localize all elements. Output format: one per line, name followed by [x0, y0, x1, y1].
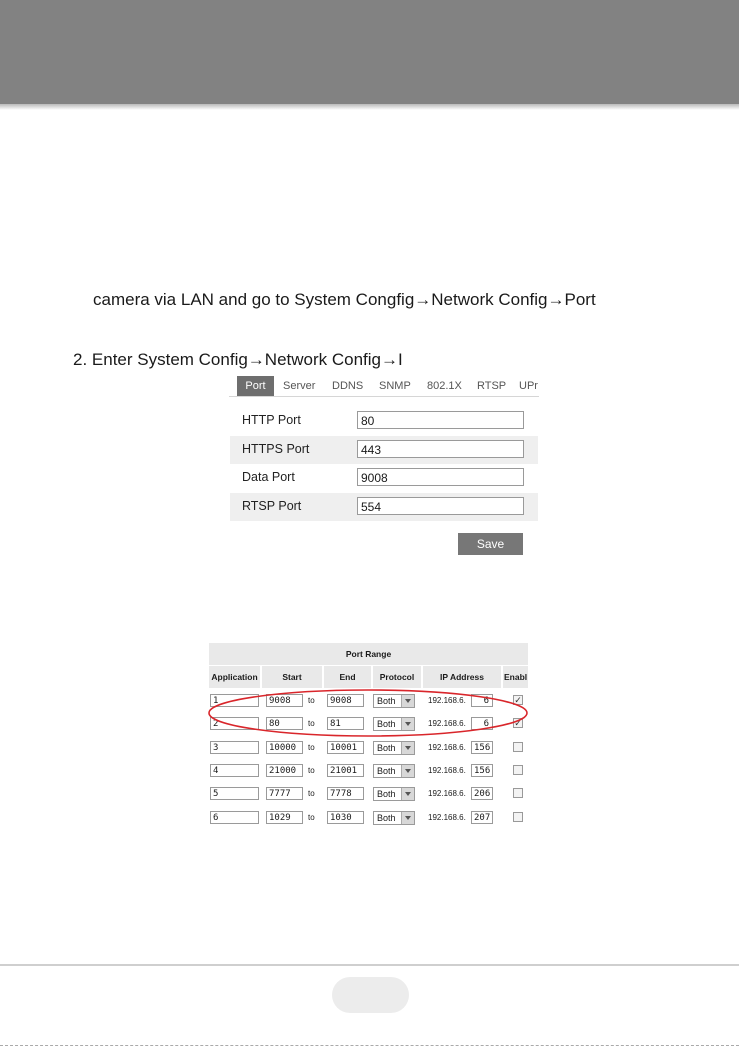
- protocol-value: Both: [377, 812, 396, 823]
- application-input[interactable]: 4: [210, 764, 259, 777]
- end-port-input[interactable]: 21001: [327, 764, 364, 777]
- rtsp-port-row: [230, 493, 538, 521]
- tab-upnp[interactable]: UPr: [519, 380, 538, 392]
- enable-checkbox[interactable]: ✓: [514, 695, 522, 705]
- footer-divider: [0, 964, 739, 966]
- header-ip-address: IP Address: [423, 666, 501, 688]
- ip-suffix-input[interactable]: 156: [471, 764, 493, 777]
- ip-prefix-label: 192.168.6.: [428, 765, 466, 775]
- http-port-label: HTTP Port: [242, 413, 301, 427]
- https-port-input[interactable]: 443: [357, 440, 524, 458]
- data-port-row: [230, 464, 538, 492]
- protocol-select[interactable]: [373, 787, 415, 801]
- config-tabs: [229, 376, 539, 397]
- ip-suffix-input[interactable]: 156: [471, 741, 493, 754]
- to-label: to: [308, 696, 315, 705]
- application-input[interactable]: 5: [210, 787, 259, 800]
- ip-suffix-input[interactable]: 207: [471, 811, 493, 824]
- ip-suffix-input[interactable]: 6: [471, 694, 493, 707]
- start-port-input[interactable]: 7777: [266, 787, 303, 800]
- end-port-input[interactable]: 1030: [327, 811, 364, 824]
- header-end: End: [324, 666, 371, 688]
- end-port-input[interactable]: 9008: [327, 694, 364, 707]
- ip-prefix-label: 192.168.6.: [428, 719, 466, 729]
- rtsp-port-input[interactable]: 554: [357, 497, 524, 515]
- header-enable: Enabl: [503, 666, 528, 688]
- tab-rtsp[interactable]: RTSP: [477, 380, 507, 392]
- application-input[interactable]: 1: [210, 694, 259, 707]
- ip-suffix-input[interactable]: 206: [471, 787, 493, 800]
- tab-ddns[interactable]: DDNS: [332, 380, 364, 392]
- end-port-input[interactable]: 81: [327, 717, 364, 730]
- protocol-value: Both: [377, 789, 396, 800]
- table-row: [209, 759, 528, 782]
- chevron-down-icon: [401, 812, 414, 824]
- http-port-row: [230, 407, 538, 435]
- port-range-header: [209, 666, 528, 688]
- start-port-input[interactable]: 21000: [266, 764, 303, 777]
- to-label: to: [308, 789, 315, 799]
- protocol-select[interactable]: [373, 764, 415, 778]
- enable-checkbox[interactable]: [513, 765, 523, 775]
- start-port-input[interactable]: 9008: [266, 694, 303, 707]
- https-port-label: HTTPS Port: [242, 442, 310, 456]
- enable-checkbox[interactable]: [513, 742, 523, 752]
- https-port-row: [230, 436, 538, 464]
- protocol-value: Both: [377, 719, 396, 730]
- ip-prefix-label: 192.168.6.: [428, 789, 466, 799]
- page-number-pill: [332, 977, 409, 1013]
- rtsp-port-label: RTSP Port: [242, 499, 302, 513]
- start-port-input[interactable]: 80: [266, 717, 303, 730]
- enable-checkbox[interactable]: [513, 812, 523, 822]
- tab-port[interactable]: Port: [237, 376, 274, 396]
- protocol-select[interactable]: [373, 741, 415, 755]
- enable-checkbox[interactable]: [513, 788, 523, 798]
- application-input[interactable]: 6: [210, 811, 259, 824]
- enable-checkbox[interactable]: ✓: [514, 718, 522, 729]
- to-label: to: [308, 765, 315, 775]
- end-port-input[interactable]: 10001: [327, 741, 364, 754]
- port-range-title: Port Range: [209, 643, 528, 665]
- application-input[interactable]: 2: [210, 717, 259, 730]
- start-port-input[interactable]: 1029: [266, 811, 303, 824]
- ip-prefix-label: 192.168.6.: [428, 696, 466, 705]
- protocol-select[interactable]: [373, 811, 415, 825]
- ip-prefix-label: 192.168.6.: [428, 812, 466, 822]
- chevron-down-icon: [401, 765, 414, 777]
- to-label: to: [308, 812, 315, 822]
- end-port-input[interactable]: 7778: [327, 787, 364, 800]
- table-row: [209, 806, 528, 829]
- table-row: [209, 782, 528, 805]
- port-config-panel: [229, 376, 539, 558]
- header-start: Start: [262, 666, 322, 688]
- save-button[interactable]: Save: [458, 533, 523, 555]
- header-application: Application: [209, 666, 260, 688]
- chevron-down-icon: [401, 742, 414, 754]
- data-port-input[interactable]: 9008: [357, 468, 524, 486]
- start-port-input[interactable]: 10000: [266, 741, 303, 754]
- data-port-label: Data Port: [242, 470, 295, 484]
- page-header-band: [0, 0, 739, 107]
- to-label: to: [308, 742, 315, 752]
- ip-prefix-label: 192.168.6.: [428, 742, 466, 752]
- protocol-value: Both: [377, 696, 396, 706]
- http-port-input[interactable]: 80: [357, 411, 524, 429]
- chevron-down-icon: [401, 788, 414, 800]
- highlight-ellipse: [206, 686, 532, 740]
- to-label: to: [308, 719, 315, 729]
- instruction-line-2: 2. Enter System Config→Network Config→I: [73, 350, 403, 369]
- bottom-dashed-line: [0, 1045, 739, 1047]
- instruction-line-1: camera via LAN and go to System Congfig→Network Config→Port: [93, 290, 596, 309]
- tab-snmp[interactable]: SNMP: [379, 380, 411, 392]
- header-protocol: Protocol: [373, 666, 421, 688]
- protocol-value: Both: [377, 765, 396, 776]
- header-shadow: [0, 104, 739, 110]
- tab-server[interactable]: Server: [283, 380, 316, 392]
- ip-suffix-input[interactable]: 6: [471, 717, 493, 730]
- protocol-value: Both: [377, 742, 396, 753]
- tab-8021x[interactable]: 802.1X: [427, 380, 462, 392]
- application-input[interactable]: 3: [210, 741, 259, 754]
